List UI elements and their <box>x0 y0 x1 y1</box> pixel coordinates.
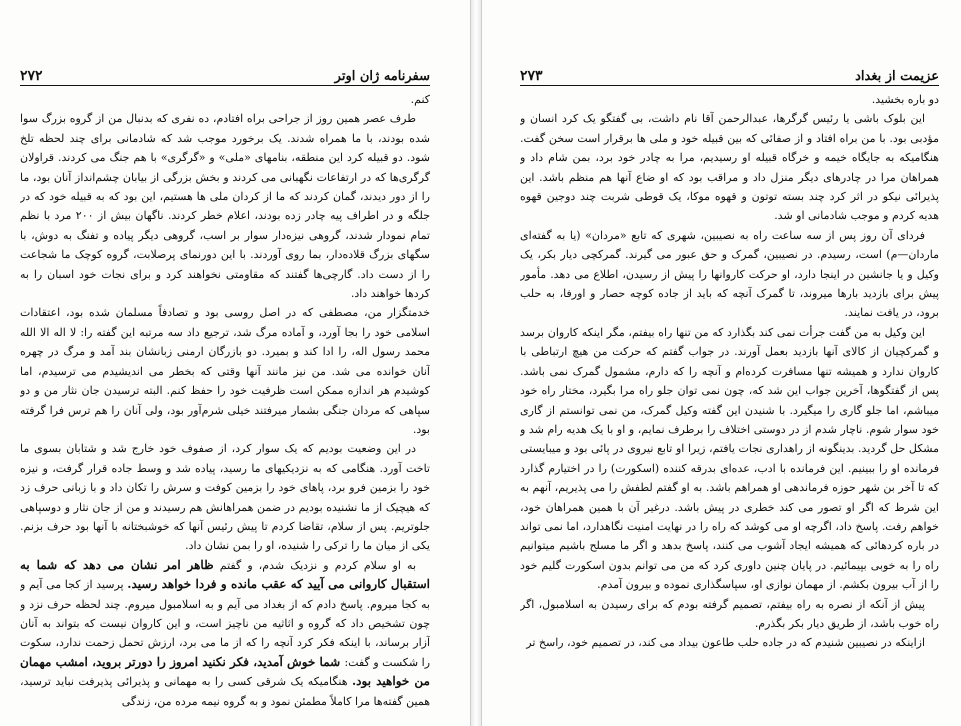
paragraph: پیش از آنکه از نصره به راه بیفتم، تصمیم گرفته بودم که برای رسیدن به اسلامبول، اگر راه خوب باشد، از طریق دیار بکر بگذرم. <box>520 597 939 630</box>
right-page-number: ۲۷۳ <box>520 68 543 84</box>
bold-quote: شما خوش آمدید، فکر نکنید امروز را دورتر بروید، امشب مهمان من خواهید بود. <box>20 654 430 689</box>
right-running-title: عزیمت از بغداد <box>855 69 939 84</box>
paragraph: دو باره بخشید. <box>871 93 939 106</box>
right-header-rule <box>520 85 939 86</box>
paragraph: ازاینکه در نصیبین شنیدم که در جاده حلب طاعون بیداد می کند، در تصمیم خود، راسخ تر <box>526 636 925 650</box>
paragraph: این وکیل به من گفت جرأت نمی کند بگذارد که من تنها راه بیفتم، مگر اینکه کاروان برسد و گمرکچیان از کالای آنها بازدید بعمل آورند. در جواب گفتم که حرکت من هیچ ارتباطی با کاروان ندارد و همیشه تنها مسافرت کرده‌ام و آنچه را که دارم، مشمول گمرک نمی باشد. پس از گفتگوها، آخرین جواب این شد که، چون نمی توان جلو راه مرا بگیرد، مختار راه خود میباشم، اما جلو گاری را میگیرد. با شنیدن این گفته وکیل گمرک، من نمی توانستم از گاری خود سوار شوم. ناچار شدم از در دوستی اختلاف را برطرف نمایم، و او با یک هدیه رام شد و مشکل حل گردید. بدینگونه از راهداری نجات یافتم، زیرا او تابع نیروی در پائی بود و میبایستی فرمانده او را ببینیم. این فرمانده با ادب، عده‌ای بدرقه کننده (اسکورت) را در اختیارم گذارد که تا آخر بن شهر حوزه فرماندهی او همراهم باشد. به او گفتم لطفش را می پذیریم، آنهم به این شرط که اگر او تصور می کند خطری در پیش باشد. درغیر آن با همین همراهان خود، خواهم رفت. پاسخ داد، اگرچه او می کوشد که راه را در نهایت امنیت نگاهدارد، اما نمی تواند در باره کردهائی که همیشه ایجاد آشوب می کنند، پاسخ بدهد و اگر ما مسلح باشیم میتوانیم راه را به خوبی بپیمائیم. در پایان چنین داوری کرد که من می توانم بدون اسکورت گلیم خود را از آب بیرون بکشم. از مهمان نوازی او، سپاسگذاری نموده و بیرون آمدم. <box>520 325 939 592</box>
left-page <box>0 0 471 726</box>
paragraph: فردای آن روز پس از سه ساعت راه به نصیبین، شهری که تابع «مردان» (یا به گفته‌ای ماردان—م) است، رسیدم. در نصیبین، گمرک و حق عبور می گیرند. گمرکچی دیار بکر، یک وکیل و یا جانشین در اینجا دارد، او حرکت کاروانها را پیش از رسیدن، اطلاع می دهد. مأمور پیش برای بازدید بارها میروند، تا گمرک آنچه که باید از جاده کوچه حصار و اورفا، به حلب برود، در یافت نمایند. <box>520 228 939 320</box>
right-page-header <box>520 62 939 84</box>
left-page-body <box>20 90 430 722</box>
paragraph: در این وضعیت بودیم که یک سوار کرد، از صفوف خود خارج شد و شتابان بسوی ما تاخت آورد. هنگامی که به نزدیکیهای ما رسید، پیاده شد و وسط جاده قرار گرفت، و نیزه خود را بزمین فرو برد، پاهای خود را بزمین کوفت و سرش را تکان داد و با زبانی حرف زد که هیچیک از ما نشنیده بودیم در ضمن همراهانش هم رسیدند و من از جان نثار و دوسپاهی جلوتریم. پس از سلام، تقاضا کردم تا پیش رئیس آنها که خوشبختانه با آنها بود حرف بزنم. یکی از میان ما را ترکی را شنیده، او را بمن نشان داد. <box>20 442 430 553</box>
paragraph: این بلوک باشی یا رئیس گرگرها، عبدالرحمن آقا نام داشت، بی گفتگو یک کرد انسان و مؤدبی بود. با من براه افتاد و از صفائی که بین قبیله خود و ملی ها برقرار است سخن گفت. هنگامیکه به جایگاه خیمه و خرگاه قبیله او رسیدیم، مرا به چادر خود برد، بمن شام داد و همراهان مرا در چادرهای دیگر منزل داد و مراقب بود که او ضاع آنها هم منظم باشد. این پذیرائی نیکو در اثر کرد چند بسته توتون و قهوه موکا، یک قوطی شربت چند دوجین قهوه هدیه کردم و موجب شادمانی او شد. <box>520 112 939 223</box>
paragraph-text: پرسید از کجا می آیم و به کجا میروم. پاسخ دادم که از بغداد می آیم و به اسلامبول میروم. چند لحظه حرف نزد و چون تشخیص داد که گروه و اثاثیه من ناچیز است، و این کاروان نیست که بتواند به آنان آزار برساند، با اینکه فکر کرد آنچه را که از ما می برد، ارزش تحمل زحمت ندارد، سکوت را شکست و گفت: <box>20 578 430 669</box>
paragraph: کنم. <box>410 93 430 106</box>
right-page <box>481 0 961 726</box>
paragraph-mixed <box>20 556 430 711</box>
book-gutter <box>471 0 481 726</box>
paragraph-text: به او سلام کردم و نزدیک شدم، و گفتم <box>219 558 417 572</box>
left-page-number: ۲۷۲ <box>20 68 43 84</box>
bold-quote: ظاهر امر نشان می دهد که شما به استقبال کاروانی می آیید که عقب مانده و فردا خواهد رسید. <box>20 557 430 592</box>
paragraph: خدمتگزار من، مصطفی که در اصل روسی بود و تصادفاً مسلمان شده بود، اعتقادات اسلامی خود را بجا آورد، و آماده مرگ شد، ترجیع داد سه مرتبه این گفته را: لا اله الا الله محمد رسول اله، را ادا کند و بمیرد. دو بازرگان ارمنی زبانشان بند آمد و مرگ در چهره آنان خوانده می شد. من نیز مانند آنها وقتی که بخطر می اندیشیدم می ترسیدم، اما کوشیدم هر اندازه ممکن است ظرفیت خود را حفظ کنم. البته ترسیدن جان نثار من و دو سپاهی که مردان جنگی بشمار میرفتند خیلی شرم‌آور بود، ولی آنان را هم ترس فرا گرفته بود. <box>20 306 430 436</box>
right-page-body <box>520 90 939 722</box>
left-page-header <box>20 62 430 84</box>
left-running-title: سفرنامه ژان اوتر <box>334 69 430 84</box>
paragraph: طرف عصر همین روز از جراحی براه افتادم، ده نفری که بدنبال من از گروه بزرگ سوا شده بودند، با ما همراه شدند. یک برخورد موجب شد که شادمانی برای چند لحظه تلخ شود. دو قبیله کرد این منطقه، بنامهای «ملی» و «گرگری» با هم جنگ می کردند. قراولان گرگری‌ها که در ارتفاعات نگهبانی می کردند و بخش بزرگی از بیابان چشم‌انداز آنان بود، ما را از دور دیدند، گمان کردند که ما از کردان ملی ها هستیم، این بود که به قبیله خود که در جلگه و در اطراف پیه چادر زده بودند، اعلام خطر کردند. ناگهان بیش از ۲۰۰ مرد با نظم تمام نمودار شدند، گروهی نیزه‌دار سوار بر اسب، گروهی دیگر پیاده و تفنگ به دوش، با سگهای بزرگ قلاده‌دار، بما روی آوردند. با این دورنمای پرصلابت، گروه کوچک ما شجاعت را از دست داد. گارچی‌ها گفتند که مقاومتی نخواهند کرد و برای نجات خود اسبان را به کردها خواهند داد. <box>20 112 430 301</box>
paragraph-text: هنگامیکه یک شرقی کسی را به مهمانی و پذیرائی پذیرفت نباید ترسید، همین گفته‌ها مرا کاملاً مطمئن نمود و به گروه نیمه مرده من، زندگی <box>20 675 430 708</box>
left-header-rule <box>20 85 430 86</box>
